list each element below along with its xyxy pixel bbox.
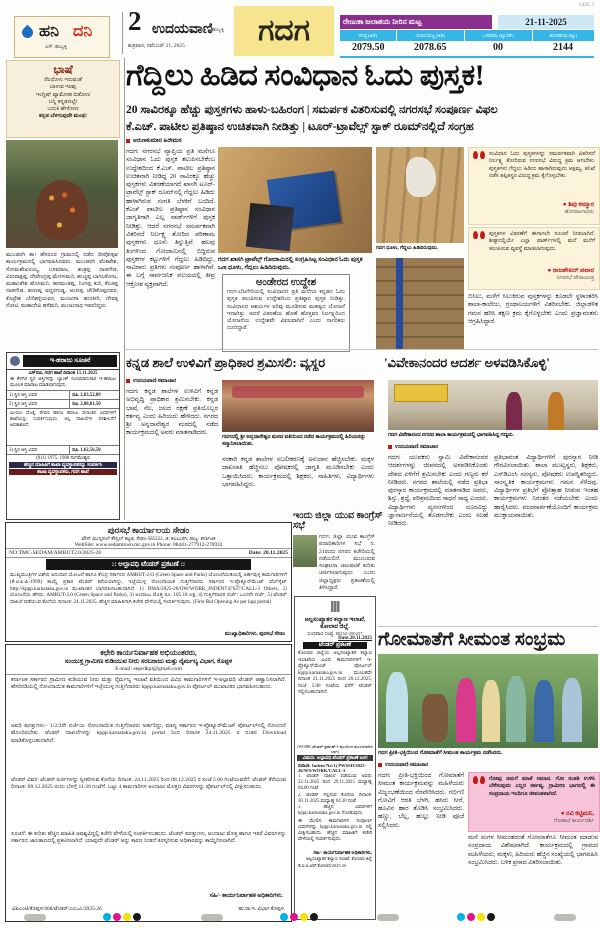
bhashe-poem-box (6, 60, 120, 138)
article5-caption: ಗದಗ ಪ್ರೀತಿ-ಭಕ್ತಿಯಿಂದ ಗೋಮಾತೆಗೆ ಸೀಮಂತ ಕಾರ್ಯಕ್ರಮ ನಡೆಸಿದರು. (378, 750, 503, 756)
ad-kolar-list-item: 2. ಟೆಂಡರ್ ಸಲ್ಲಿಸುವ ಕೊನೆಯ ದಿನಾಂಕ: 30.11.2025 ಮಧ್ಯಾಹ್ನ 04.30 ಗಂಟೆ (298, 792, 372, 804)
ad-koppal-p3: ಸೂಚನೆ: ಈ ಕುರಿತು ಹೆಚ್ಚಿನ ಮಾಹಿತಿ ಅವಶ್ಯವಿದ್ದಲ್ಲಿ ಕಚೇರಿ ವೇಳೆಯಲ್ಲಿ ಸಂಪರ್ಕಿಸಬಹುದು. ಟೆಂಡರ್ ಷರತ್ತುಗಳು, ಅಂದಾಜು ಮೊತ್ತ ಹಾಗೂ ಇತರೆ ವಿವರಗಳನ್ನು ಸರ್ಕಾರದ ಜಾಲತಾಣದಲ್ಲಿ ಪ್ರಕಟಿಸಲಾಗಿದೆ. ಯಾವುದೇ ಟೆಂಡರ್ ಅನ್ನು ಕಾರಣ ನೀಡದೆ ತಿರಸ್ಕರಿಸುವ ಅಧಿಕಾರವನ್ನು ಕಾಯ್ದಿರಿಸಲಾಗಿದೆ. (11, 831, 286, 845)
logo-subtitle: ಎಸ್. ಹುಬ್ಬಳ್ಳಿ (45, 45, 68, 50)
ad-sedam-date: Date: 20.11.2025 (248, 550, 288, 556)
cmyk-dots (280, 908, 320, 926)
registration-pill (201, 914, 223, 921)
advertiser-logo-box (14, 16, 110, 58)
quote2-name: ● ರಾಜಶೇಖರ್ ಪವಾರ (547, 267, 594, 274)
poem-line: ಬನ್ನಿ ಕನ್ನಡದಲ್ಲೇ (48, 98, 78, 105)
sidebar-box (222, 274, 350, 352)
ad-kolar-dept: ಅಲ್ಪಸಂಖ್ಯಾತರ ಕಲ್ಯಾಣ ಇಲಾಖೆ, (304, 617, 366, 623)
event-banner (394, 384, 448, 402)
article3-caption: ಗದಗ ವಿವೇಕಾನಂದ ನಗರದ ಶಾಲಾ ಕಾರ್ಯಕ್ರಮದಲ್ಲಿ ಭಾಗವಹಿಸಿದ್ದ ಗಣ್ಯರು. (388, 432, 514, 438)
ad-kolar-list-item: 1. ಟೆಂಡರ್ ದಾಖಲೆ ಪಡೆಯುವ ಅವಧಿ: 22.11.2025 ರಿಂದ 29.11.2025 ಮಧ್ಯಾಹ್ನ 04.00 ಗಂಟೆ (298, 774, 372, 792)
ad-koppal-office: ಕಛೇರಿ ಕಾರ್ಯನಿರ್ವಾಹಕ ಅಭಿಯಂತರರು, (100, 648, 197, 657)
quote1-role: ಹೋರಾಟಗಾರರು (564, 209, 594, 215)
article5-col1: ಗದಗ: ಪ್ರೀತಿ-ಭಕ್ತಿಯಿಂದ ಗೋಮಾತೆಗೆ ಸೀಮಂತ ಕಾರ್ಯಕ್ರಮವನ್ನು ಮಹಿಳೆಯರು ವಿಜೃಂಭಣೆಯಿಂದ ನೆರವೇರಿಸಿದರು. ಗರ್ಭಿಣಿ ಗೋವಿಗೆ ಆರತಿ ಬೆಳಗಿ, ಹಸಿರು ಸೀರೆ, ಹೂವಿನ ಹಾರ ತೊಡಿಸಿ ಸಂಭ್ರಮಿಸಿದರು. ಹಣ್ಣು, ಬೆಲ್ಲ, ಹುಲ್ಲು ನೀಡಿ ಪೂಜೆ ಸಲ್ಲಿಸಿದರು. (378, 772, 464, 829)
ad-koppal-tender (5, 644, 292, 922)
auction-note: (011) 1975, 1988 ಸಂಗಮೇಶ್ವರ (36, 456, 90, 462)
byline-bullet-icon (126, 379, 130, 383)
auction-terms: ಮೀಸಲು ಮೊತ್ತ, ಠೇವಣಿ ಹಾಗೂ ಹರಾಜು ದಿನಾಂಕದ ವಿವರಗಳಿಗೆ ಶಾಖೆಯನ್ನು ಸಂಪರ್ಕಿಸುವುದು. ಆಸ್ತಿ ದಾಖಲೆಗಳ ಪರಿಶೀಲನೆಗೆ ಅವಕಾಶವಿದೆ. (10, 410, 116, 428)
auction-item-amount: ರೂ. 2,88,81,50 (72, 402, 101, 408)
ad-kolar-indent: ದಿನಾಂಕ: Indent No:1) PWSSD/2025-26/WS/WORK/CALL-3 (298, 763, 367, 773)
quote2-text: ಪುಸ್ತಕಗಳ ವಿತರಣೆಗೆ ಈಗಾಗಲೇ ಸೂಚನೆ ನೀಡಲಾಗಿದೆ. ಶೀಘ್ರದಲ್ಲಿಯೇ ಎಲ್ಲಾ ವಾರ್ಡ್‌ಗಳಲ್ಲಿ ಮನೆ ಮನೆಗೆ ತಲುಪಿಸುವ ವ್ಯವಸ್ಥೆ ಮಾಡಲಾಗುವುದು. (489, 231, 595, 252)
registration-pill (554, 914, 576, 921)
water-value: 2144 (552, 42, 573, 53)
lamp-tower (36, 180, 88, 240)
water-col-label: ಒಳಹರಿವು (ಕ್ಯೂಸೆಕ್) (464, 30, 532, 41)
water-value: 2078.65 (414, 42, 447, 53)
quote3-text: ಗೋವು ನಮಗೆ ಮಾತೆ ಸಮಾನ. ಗೋ ಸಂತತಿ ಉಳಿಸಿ ಬೆಳೆಸುವುದು ಎಲ್ಲರ ಕರ್ತವ್ಯ. ಗ್ರಾಮೀಣ ಭಾಗದಲ್ಲಿ ಈ ಸಂಪ್ರದಾಯ ಇಂದಿಗೂ ಜೀವಂತವಾಗಿದೆ. (489, 776, 595, 797)
article3-headline: 'ವಿವೇಕಾನಂದರ ಆದರ್ಶ ಅಳವಡಿಸಿಕೊಳ್ಳಿ' (384, 355, 550, 370)
cmyk-dots (457, 908, 497, 926)
ad-koppal-p1: ಅವಧಿ ಷರತ್ತುಗಳು:- 1/2/3ನೇ ದರ್ಜೆಯ ನೋಂದಾಯಿತ ಗುತ್ತಿಗೆದಾರರು ಅರ್ಹರಿದ್ದು, ಮಾನ್ಯ ಸರ್ಕಾರದ ಇ-ಪ್ರೊಕ್ಯೂರ್‌ಮೆಂಟ್ ಪೋರ್ಟಲ್‌ನಲ್ಲಿ ನೋಂದಣಿ ಹೊಂದಿರಬೇಕು. ಟೆಂಡರ್ ದಾಖಲೆಗಳನ್ನು kppp.karnataka.gov.in portal ನಿಂದ ದಿನಾಂಕ 24.11.2025 ರ ನಂತರ Download ಮಾಡಿಕೊಳ್ಳಬಹುದಾಗಿದೆ. (11, 723, 286, 744)
quote1-name: ● ಶಿವು ಕಮ್ಮಾರ (562, 201, 594, 208)
quote3-name: ● ರವಿ ಕಟ್ಟಿಮನಿ, (560, 810, 594, 817)
auction-item-label: 3) ಸ್ಥಿರ ಆಸ್ತಿ ವಿವರ (7, 446, 70, 454)
photo-felicitation (222, 380, 374, 432)
auction-bank-line: ಎಸ್‌ಬಿಐ, ಗದಗ ಶಾಖೆ ದಿನಾಂಕ 13.11.2025 (28, 371, 98, 376)
dark-book (246, 203, 294, 251)
byline-bullet-icon (378, 763, 382, 767)
water-level-table (340, 15, 594, 56)
ad-sedam-bar: :: ಅಲ್ಪಾವಧಿ ಟೆಂಡರ್ ಪ್ರಕಟಣೆ :: (46, 559, 251, 570)
auction-footer-2: ಶಾಖಾ ವ್ಯವಸ್ಥಾಪಕರು, ಗದಗ ಶಾಖೆ (9, 469, 117, 475)
lead-photo1-caption: ಗದಗ ಖಾಸಗಿ ಟ್ರಾವೆಲ್ಸ್ ಗೋದಾಮಿನಲ್ಲಿ ಸಂಗ್ರಹಿಸಿಟ್ಟ ಸಂವಿಧಾನ ಓದು ಪುಸ್ತಕ ಒಣ ಧೂಳು, ಗೆದ್ದಲು ಹಿಡಿದಿರುವುದು. (218, 256, 363, 270)
water-table-title: ರೇಣುಕಾ ಜಲಾಶಯ ನೀರಿನ ಮಟ್ಟ (340, 15, 492, 29)
page-code: GDG 3 (579, 3, 594, 8)
byline-bullet-icon (126, 139, 130, 143)
water-drop-icon (20, 25, 36, 41)
water-value: 00 (493, 42, 504, 53)
lead-body-column: ಗದಗ: ನಗರಸಭೆ ವ್ಯಾಪ್ತಿಯ ಪ್ರತಿ ಮನೆಗೂ ಸಂವಿಧಾನ ಓದು ಪುಸ್ತಕ ತಲುಪಿಸಬೇಕೆಂಬ ಉದ್ದೇಶದಿಂದ ಕೆ.ಎಚ್. ಪಾಟೀಲ ಪ್ರತಿಷ್ಠಾನ ಉಚಿತವಾಗಿ ನೀಡಿದ್ದ 20 ಸಾವಿರಕ್ಕೂ ಹೆಚ್ಚು ಪುಸ್ತಕಗಳು ವಿತರಣೆಯಾಗದೆ ಖಾಸಗಿ ಟೂರ್-ಟ್ರಾವೆಲ್ಸ್ ಸ್ಟಾಕ್ ರೂಮ್‌ನಲ್ಲಿ ಗೆದ್ದಲು ಹಿಡಿದು ಹಾಳಾಗಿರುವ ಸಂಗತಿ ಬೆಳಕಿಗೆ ಬಂದಿದೆ. ಕೆಎಚ್ ಪಾಟೀಲ ಪ್ರತಿಷ್ಠಾನ ಸಂವಿಧಾನ ಜಾಗೃತಿಗಾಗಿ ಎಲ್ಲ ವಾರ್ಡ್‌ಗಳಿಗೆ ಪುಸ್ತಕ ನೀಡಿತ್ತು. ಆದರೆ ನಗರಸಭೆ ಸಮರ್ಪಕವಾಗಿ ವಿತರಿಸದೆ ನಿರ್ಲಕ್ಷ್ಯ ತೋರಿದ ಪರಿಣಾಮ ಪುಸ್ತಕಗಳು ಧೂಳು ತಿನ್ನುತ್ತಿವೆ. ಹಲವು ತಿಂಗಳಿಂದ ಗೋದಾಮಿನಲ್ಲಿ ಬಿದ್ದಿರುವ ಪುಸ್ತಕಗಳ ಕಟ್ಟುಗಳಿಗೆ ಗೆದ್ದಲು ಹಿಡಿದಿದ್ದು, ಸಾವಿರಾರು ಪ್ರತಿಗಳು ಸಂಪೂರ್ಣ ಹಾಳಾಗಿವೆ. ಈ ಬಗ್ಗೆ ಸಾರ್ವಜನಿಕ ವಲಯದಲ್ಲಿ ತೀವ್ರ ಆಕ್ರೋಶ ವ್ಯಕ್ತವಾಗಿದೆ. (126, 148, 215, 288)
torn-paper (406, 157, 436, 197)
article4-headline: ಇಂದು ಜಿಲ್ಲಾ ಯುವ ಕಾಂಗ್ರೆಸ್ ಸಭೆ (293, 511, 383, 532)
photo-damaged-books (218, 147, 372, 253)
article2-byline: ಉದಯವಾಣಿ ಸಮಾಚಾರ (126, 378, 218, 385)
quote1-text: ಸಂವಿಧಾನ ಓದು ಪುಸ್ತಕಗಳನ್ನು ಸಮರ್ಪಕವಾಗಿ ವಿತರಿಸದೆ ನಿರ್ಲಕ್ಷ್ಯ ತೋರಿರುವ ನಗರಸಭೆ ವಿರುದ್ಧ ಕ್ರಮ ಆಗಬೇಕು. ಪುಸ್ತಕಗಳು ಗೆದ್ದಲು ಹಿಡಿದು ಹಾಳಾಗಿರುವುದು ಅಕ್ಷಮ್ಯ. ತನಿಖೆ ನಡೆಸಿ ತಪ್ಪಿತಸ್ಥರ ವಿರುದ್ಧ ಕ್ರಮ ಕೈಗೊಳ್ಳಬೇಕು. (489, 151, 595, 179)
byline-bullet-icon (388, 445, 392, 449)
ad-koppal-p2: ಟೆಂಡರ್ ವಿವರ: ಟೆಂಡರ್ ಅರ್ಜಿಗಳನ್ನು ಸ್ವೀಕರಿಸುವ ಕೊನೆಯ ದಿನಾಂಕ: 24.11.2025 ರಿಂದ 08.12.2025 ರ ಸಂಜೆ 5.00 ಗಂಟೆಯವರೆಗೆ. ಟೆಂಡರ್ ತೆರೆಯುವ ದಿನಾಂಕ: 09.12.2025 ರಂದು ಬೆಳಗ್ಗೆ 11.30 ಗಂಟೆಗೆ. ಒಟ್ಟು 4 ಕಾಮಗಾರಿಗಳ ಅಂದಾಜು ಮೊತ್ತದ ವಿವರಗಳನ್ನು ಪೋರ್ಟಲ್‌ನಲ್ಲಿ ವೀಕ್ಷಿಸಬಹುದು. (11, 777, 286, 791)
ad-koppal-ref-left: ವಿಪಿಎಂಟಿ/ಕೊಪ್ಪಳ/468/ಟೆಂಡರ್/ಎಂಒಎ/2025-26 (12, 906, 102, 912)
ad-kolar-bar2: ವಿಷಯ: ಅಲ್ಪಾವಧಿ ಟೆಂಡರ್ ಪ್ರಕಟಣೆ ಅಂಗ (297, 755, 373, 761)
sari-figure (506, 392, 522, 430)
ad-kolar-ref: ಡಿ.ಐ.ಪಿ.ಆರ್/ಕೋಲಾರ/2025-26 (298, 862, 347, 868)
lead-headline: ಗೆದ್ದಿಲು ಹಿಡಿದ ಸಂವಿಧಾನ ಓದು ಪುಸ್ತಕ! (126, 59, 485, 92)
sari-figure (548, 392, 564, 430)
water-col-label: ಹೊರಹರಿವು (ಕ್ಯೂ) (532, 30, 594, 41)
auction-item-amount: ರೂ. 2,83,52,09 (72, 393, 101, 399)
sidebar-body: ಗದಗ-ಬೆಟಗೇರಿಯಲ್ಲಿ ಸಂವಿಧಾನದ ಪ್ರತಿ ಮನೆಗೂ ಕನ್ನಡದ ಓದು ಪುಸ್ತಕ ತಲುಪಿಸುವ ಉದ್ದೇಶದಿಂದ ಪ್ರತಿಷ್ಠಾನ ಪುಸ್ತಕ ನೀಡಿತ್ತು. ಸಂವಿಧಾನದ ಆಶಯಗಳ ಅರಿವು ಮೂಡಿಸುವ ಮಹತ್ವದ ಯೋಜನೆ ಇದಾಗಿತ್ತು. ಆದರೆ ವಿತರಣೆಯ ಹೊಣೆ ಹೊತ್ತವರ ನಿರ್ಲಕ್ಷ್ಯದಿಂದ ಯೋಜನೆಯ ಉದ್ದೇಶವೇ ವಿಫಲವಾಗಿದೆ ಎಂದು ನಾಗರಿಕರು ದೂರಿದ್ದಾರೆ. (227, 289, 345, 332)
water-table-labels (340, 30, 594, 41)
photo-portrait (293, 535, 317, 567)
article5-headline: ಗೋಮಾತೆಗೆ ಸೀಮಂತ ಸಂಭ್ರಮ (378, 629, 566, 650)
water-table-values (340, 41, 594, 58)
figure (456, 678, 476, 742)
photo-village-event (6, 140, 118, 248)
auction-intro: ಈ ಕೆಳಗಿನ ಸ್ಥಿರ ಆಸ್ತಿಗಳನ್ನು ಬ್ಯಾಂಕ್ ನಿಯಮಾನುಸಾರ ಇ-ಹರಾಜು ಮೂಲಕ ಮಾರಾಟ ಮಾಡಲಾಗುವುದು. (10, 377, 116, 389)
ad-sedam-body: ಮುಖ್ಯಮಂತ್ರಿಗಳ ವಿಶೇಷ ಅನುದಾನ ಯೋಜನೆ ಹಾಗೂ ಕೇಂದ್ರ ಸರ್ಕಾರದ AMRUT-2.O (Green Space and Parks) ಯೋಜನೆಯಡಿಯಲ್ಲಿ ಅರ್ಹವುಳ್ಳ ಕಾಮಗಾರಿಗಳಿಗೆ (ಕೆ.ಟಿ.ಪಿ.ಪಿ-1999) ಕಾಯ್ದೆ ಪ್ರಕಾರ ಟೆಂಡರ್ ಕರೆಯಲಾಗಿದ್ದು, ಇಚ್ಛೆಯುಳ್ಳ ನೋಂದಾಯಿತ ಗುತ್ತಿಗೆದಾರರು ಸರ್ಕಾರದ ಇ-ಪ್ರೊಕ್ಯೂರ್‌ಮೆಂಟ್ ವೆಬ್‌ಸೈಟ್ http://kppp.karnataka.gov.in ಮುಖಾಂತರ ಭಾಗವಹಿಸಬಹುದಾಗಿದೆ. 1) DMA/2025-26/OW/WORK_INDENT47627/CALL-3 Others, 2) ಯೋಜನೆಯ ಹೆಸರು: AMRUT-2.0 (Green Space and Parks), 3) ಅಂದಾಜು ಮೊತ್ತ ರೂ. 105.18 ಲಕ್ಷ, 4) ಗುತ್ತಿಗೆದಾರರ ದರ್ಜೆ: ಒಂದನೇ ದರ್ಜೆ, 5) ಟೆಂಡರ್ ದಾಖಲೆ ಪಡೆಯುವ ಕೊನೆಯ ದಿನಾಂಕ: 24.11.2025. ಹೆಚ್ಚಿನ ಮಾಹಿತಿಗಾಗಿ ಕಚೇರಿ ವೇಳೆಯಲ್ಲಿ ಸಂಪರ್ಕಿಸುವುದು. (First Bid Opening As per kpp portal) (10, 572, 287, 605)
quote3-role: ಗೋಶಾಲೆ ಕಾರ್ಯದರ್ಶಿ (553, 818, 594, 824)
ad-kolar-sign2: ಅಲ್ಪಸಂಖ್ಯಾತರ ಕಲ್ಯಾಣ ಇಲಾಖೆ, ಕೋಲಾರ ಜಿಲ್ಲೆ (306, 855, 372, 861)
figure (482, 680, 500, 742)
logo-text-black: ಹನಿ (39, 23, 59, 40)
article2-headline: ಕನ್ನಡ ಶಾಲೆ ಉಳಿವಿಗೆ ಪ್ರಾಧಿಕಾರ ಶ್ರಮಿಸಲಿ: ವ್ಯಸ್ಥರ (126, 355, 326, 370)
poem-line: ಕನ್ನಡ ಬೆಳಗುವುದೇ ಮಂಥ! (39, 113, 87, 120)
quote-box-2 (468, 227, 600, 290)
quote-box-1 (468, 147, 600, 225)
poem-line: ಬದುಕಿ ಹೇಳೋಣ (47, 106, 79, 113)
article2-caption: ಗದಗದಲ್ಲಿ ಶ್ರೀ ಅನ್ನದಾನೇಶ್ವರ ಮಠದ ವತಿಯಿಂದ ನಡೆದ ಕಾರ್ಯಕ್ರಮದಲ್ಲಿ ಹಿರಿಯರನ್ನು ಸನ್ಮಾನಿಸಲಾಯಿತು. (222, 434, 366, 447)
article5-byline: ಉದಯವಾಣಿ ಸಮಾಚಾರ (378, 762, 470, 769)
rail-divider (124, 58, 125, 520)
lead-byline: ಅರುಣಕುಮಾರ ಹಿರೇಮಠ (126, 138, 246, 145)
ad-koppal-sign: ಸಹಿ/- ಕಾರ್ಯನಿರ್ವಾಹಕ ಅಧಿಕಾರಿಗಳು. (209, 893, 283, 899)
article2-col2: ಸರಕಾರಿ ಕನ್ನಡ ಶಾಲೆಗಳ ಸಬಲೀಕರಣಕ್ಕೆ ಅನುದಾನ ಹೆಚ್ಚಿಸಬೇಕು. ಮಕ್ಕಳ ದಾಖಲಾತಿ ಹೆಚ್ಚಿಸಲು ಪೋಷಕರಲ್ಲಿ ಜಾಗೃತಿ ಮೂಡಿಸಬೇಕು ಎಂದು ಒತ್ತಾಯಿಸಿದರು. ಕಾರ್ಯಕ್ರಮದಲ್ಲಿ ಶಿಕ್ಷಕರು, ಸಾಹಿತಿಗಳು, ವಿದ್ಯಾರ್ಥಿಗಳು ಭಾಗವಹಿಸಿದ್ದರು. (222, 456, 374, 488)
edition-box (234, 6, 334, 56)
logo-text-red: ದನಿ (73, 23, 93, 40)
article3-byline: ಉದಯವಾಣಿ ಸಮಾಚಾರ (388, 444, 480, 451)
ad-kolar-sign: ಸಹಿ/- ಕಾರ್ಯನಿರ್ವಾಹಕ ಅಧಿಕಾರಿಗಳು, (313, 850, 372, 856)
auction-item-label: 2) ಸ್ಥಿರ ಆಸ್ತಿ ವಿವರ (7, 400, 70, 408)
poem-line: ನೆಲದೊಳು ಇರುವಂತೆ (43, 77, 83, 83)
ad-sedam-address: ಟೌನ್ ಮುನ್ಸಿಪಲ್ ಕೌನ್ಸಿಲ್ ಕಟ್ಟಡ, ಸೇಡಂ-585222, ಜಿ: ಕಲಬುರಗಿ, ರಾಜ್ಯ: ಕರ್ನಾಟಕ (81, 537, 216, 542)
registration-pill (377, 914, 399, 921)
masthead: ಉದಯವಾಣಿ (152, 22, 213, 37)
ad-kolar-phone: ದೂರವಾಣಿ ಸಂಖ್ಯೆ: 08152-295257 (307, 631, 363, 636)
article3-col1: ಗದಗ: ಯುವಕರು ಸ್ವಾಮಿ ವಿವೇಕಾನಂದರ ಆದರ್ಶಗಳನ್ನು ಜೀವನದಲ್ಲಿ ಅಳವಡಿಸಿಕೊಂಡು ದೇಶದ ಏಳಿಗೆಗೆ ಶ್ರಮಿಸಬೇಕು ಎಂದು ಗಣ್ಯರು ಕರೆ ನೀಡಿದರು. ನಗರದ ಶಾಲೆಯಲ್ಲಿ ನಡೆದ ಪ್ರತಿಭಾ ಪುರಸ್ಕಾರ ಕಾರ್ಯಕ್ರಮದಲ್ಲಿ ಮಾತನಾಡಿದ ಅವರು, ಶಿಸ್ತು, ಶ್ರದ್ಧೆ, ಪರಿಶ್ರಮದಿಂದ ಸಾಧನೆ ಸಾಧ್ಯ ಎಂದರು. ವಿದ್ಯಾರ್ಥಿಗಳು ವ್ಯಸನಗಳಿಂದ ದೂರವಿದ್ದು ಜ್ಞಾನಾರ್ಜನೆಯಲ್ಲಿ ತೊಡಗಬೇಕು ಎಂದು ಸಲಹೆ ನೀಡಿದರು. (388, 454, 488, 528)
article2-col1: ಗದಗ: ಕನ್ನಡ ಶಾಲೆಗಳ ಉಳಿವಿಗೆ ಕನ್ನಡ ಅಭಿವೃದ್ಧಿ ಪ್ರಾಧಿಕಾರ ಶ್ರಮಿಸಬೇಕು. ಕನ್ನಡ ಭಾಷೆ, ನೆಲ, ಜಲದ ರಕ್ಷಣೆ ಪ್ರತಿಯೊಬ್ಬರ ಕರ್ತವ್ಯ ಎಂದು ಹಿರಿಯರು ಹೇಳಿದರು. ನಗರದ ಶ್ರೀ ಅನ್ನದಾನೇಶ್ವರ ಮಠದಲ್ಲಿ ನಡೆದ ಕಾರ್ಯಕ್ರಮದಲ್ಲಿ ಅವರು ಮಾತನಾಡಿದರು. (126, 388, 218, 437)
ad-koppal-email: E-mail: eeprdkpl@gmail.com (6, 666, 291, 675)
auction-footer-1: ಹೆಚ್ಚಿನ ಮಾಹಿತಿಗೆ ಶಾಖಾ ವ್ಯವಸ್ಥಾಪಕರನ್ನು ಸಂಪರ್ಕಿಸಿ (9, 462, 117, 468)
water-col-label: ಗರಿಷ್ಠ (ಅಡಿ) (358, 33, 377, 38)
photo-stacked-boxes (376, 258, 464, 350)
figure (506, 676, 526, 742)
registration-pill (24, 914, 46, 921)
header-divider (122, 12, 123, 54)
article4-body-wrap (293, 534, 375, 592)
poem-line: ಬಾಳುವ ಇರವು (49, 84, 77, 91)
print-registration-marks (0, 910, 600, 924)
ad-sedam-tender (5, 522, 292, 642)
ad-sedam-title: ಪುರಸಭೆ ಕಾರ್ಯಾಲಯ ಸೇಡಂ (107, 525, 190, 535)
water-col-label: ಇಂದಿನ ಮಟ್ಟ (ಅಡಿ) (396, 30, 464, 41)
cow (422, 694, 448, 742)
water-value: 2079.50 (351, 42, 385, 53)
date-line: ಶುಕ್ರವಾರ, ನವೆಂಬರ್ 21, 2025 (128, 43, 185, 49)
govt-emblem-icon (331, 601, 340, 612)
ad-koppal-p0: ಕರ್ನಾಟಕ ಸರ್ಕಾರದ ಗ್ರಾಮೀಣ ಕುಡಿಯುವ ನೀರು ಮತ್ತು ನೈರ್ಮಲ್ಯ ಇಲಾಖೆ ವತಿಯಿಂದ ವಿವಿಧ ಕಾಮಗಾರಿಗಳಿಗೆ ಇ-ಅಲ್ಪಾವಧಿ ಟೆಂಡರ್ ಆಹ್ವಾನಿಸಲಾಗಿದೆ. ಹೆಸರಿನಡಿಯಲ್ಲಿ ನೋಂದಾಯಿತ ಕಾಮಗಾರಿಗಳಿಗೆ ಇಚ್ಛೆಯುಳ್ಳ ಗುತ್ತಿಗೆದಾರರು kppp.karnataka.gov.in ಪೋರ್ಟಲ್ ಮುಖಾಂತರ ಭಾಗವಹಿಸಬಹುದು. (11, 677, 286, 691)
ad-kolar-date: Date:20.11.2025 (338, 636, 372, 641)
ad-sedam-ref: NO:TMC-SEDAM/AMRUT2.0/2025-26 (9, 550, 102, 556)
quote-icon (473, 151, 486, 160)
photo-book-bundles (376, 147, 464, 243)
ad-kolar-tender (294, 596, 376, 920)
auction-title: ಇ-ಹರಾಜು ಸೂಚನೆ (23, 355, 117, 367)
blue-pole (396, 258, 403, 350)
section-rule (126, 349, 598, 350)
section-rule (378, 626, 598, 627)
article5-col2: ಮನೆ ಮಗಳ ಸೀಮಂತದಂತೆ ಗೋಮಾತೆಗೂ ಸೀಮಂತ ಮಾಡುವ ಸಂಪ್ರದಾಯ ವಿಶೇಷವಾಗಿದೆ. ಕಾರ್ಯಕ್ರಮದಲ್ಲಿ ಗ್ರಾಮದ ಮಹಿಳೆಯರು, ಮಕ್ಕಳು, ಹಿರಿಯರು ಹೆಚ್ಚಿನ ಸಂಖ್ಯೆಯಲ್ಲಿ ಭಾಗವಹಿಸಿ ಸಂಭ್ರಮಿಸಿದರು. ಬಳಿಕ ಪ್ರಸಾದ ವಿತರಿಸಲಾಯಿತು. (468, 834, 598, 866)
lead-subhead-1: 20 ಸಾವಿರಕ್ಕೂ ಹೆಚ್ಚು ಪುಸ್ತಕಗಳು ಹಾಳು-ಬಹಿರಂಗ | ಸಮರ್ಪಕ ವಿತರಿಸುವಲ್ಲಿ ನಗರಸಭೆ ಸಂಪೂರ್ಣ ವಿಫಲ (126, 104, 498, 116)
sidebar-title: ಅಂಡೇರದ ಉದ್ದೇಶ (255, 277, 317, 288)
auction-item-label: 1) ಸ್ಥಿರ ಆಸ್ತಿ ವಿವರ (7, 391, 70, 399)
quote-icon (473, 776, 486, 785)
ad-sedam-website: WebSite: www.sedamtown.mc.gov.in Phone: 08441-277912-276932 (74, 542, 223, 548)
auction-item-amount: ರೂ. 1,62,56,50 (72, 448, 101, 454)
poem-title: ಭಾಷೆ (53, 64, 73, 76)
ad-kolar-district: ಕೋಲಾರ ಜಿಲ್ಲೆ. (320, 624, 350, 630)
page-number: 2 (128, 6, 142, 36)
lead-subhead-2: ಕೆ.ಎಚ್. ಪಾಟೀಲ ಪ್ರತಿಷ್ಠಾನ ಉಚಿತವಾಗಿ ನೀಡಿತ್ತು | ಟೂರ್-ಟ್ರಾವೆಲ್ಸ್ ಸ್ಟಾಕ್ ರೂಮ್‌ನಲ್ಲಿದೆ ಸಂಗ್ರಹ (126, 121, 474, 133)
quote2-role: ನಗರಸಭೆ ಪೌರಾಯುಕ್ತ (556, 275, 594, 281)
article3-col2: ಪ್ರತಿಭಾವಂತ ವಿದ್ಯಾರ್ಥಿಗಳಿಗೆ ಪುರಸ್ಕಾರ ನೀಡಿ ಗೌರವಿಸಲಾಯಿತು. ಶಾಲಾ ಮುಖ್ಯಸ್ಥರು, ಶಿಕ್ಷಕರು, ಎಸ್‌ಡಿಎಂಸಿ ಸದಸ್ಯರು, ಪೋಷಕರು ಉಪಸ್ಥಿತರಿದ್ದರು. ಸಾಂಸ್ಕೃತಿಕ ಕಾರ್ಯಕ್ರಮಗಳು ಗಮನ ಸೆಳೆದವು. ವಿದ್ಯಾರ್ಥಿಗಳ ಪ್ರತಿಭೆಗೆ ಪ್ರೋತ್ಸಾಹ ನೀಡುವ ಇಂತಹ ಕಾರ್ಯಕ್ರಮಗಳು ನಿರಂತರ ನಡೆಯಬೇಕು ಎಂದು ಹಾರೈಸಿದರು. ವಂದನಾರ್ಪಣೆಯೊಂದಿಗೆ ಕಾರ್ಯಕ್ರಮ ಮುಕ್ತಾಯವಾಯಿತು. (494, 454, 598, 520)
ad-sedam-sign: ಮುಖ್ಯಾಧಿಕಾರಿಗಳು, ಪುರಸಭೆ ಸೇಡಂ (224, 631, 285, 637)
ad-kolar-continuation: (WORK ಟೆಂಡರ್ ಪ್ರಕಟಣೆ-3-ಪುಟದಿಂದ ಮುಂದುವರಿದ ಭಾಗ) (297, 744, 373, 754)
edition-name: ಗದಗ (258, 14, 310, 47)
ad-koppal-ref-right: ಹು.ರಾ.ಇ. ವಿಭಾಗ ಕೊಪ್ಪಳ. (238, 906, 285, 912)
article4-body: ಗದಗ: ಜಿಲ್ಲಾ ಯುವ ಕಾಂಗ್ರೆಸ್ ಪದಾಧಿಕಾರಿಗಳ ಸಭೆ ನ. 21ರಂದು ನಗರದ ಕಚೇರಿಯಲ್ಲಿ ನಡೆಯಲಿದೆ. ಮುಂಬರುವ ಸಂಘಟನಾ ಚಟುವಟಿಕೆ ಕುರಿತು ಚರ್ಚಿಸಲಾಗುವುದು ಎಂದು ಜಿಲ್ಲಾಧ್ಯಕ್ಷರು ಪ್ರಕಟಣೆಯಲ್ಲಿ ತಿಳಿಸಿದ್ದಾರೆ. (319, 534, 375, 591)
bank-auction-ad (6, 352, 120, 520)
poem-line: ಇಂಗ್ಲಿಷ್ ವ್ಯಾಮೋಹ ಬಿಡೋಣ (35, 91, 91, 98)
ad-kolar-list-item: 3. ಹೆಚ್ಚಿನ ವಿವರಗಳಿಗೆ kppp.karnataka.gov.in ನೋಡುವುದು. (298, 805, 372, 817)
figure (534, 680, 554, 742)
photo-vivekananda-event (388, 380, 598, 430)
pink-quote-box (468, 772, 600, 832)
bank-logo-icon (10, 356, 20, 366)
ad-koppal-division: ಸಂಯುಕ್ತ ಗ್ರಾಮೀಣ ಕುಡಿಯುವ ನೀರು ಸರಬರಾಜು ಮತ್ತು ನೈರ್ಮಲ್ಯ ವಿಭಾಗ, ಕೊಪ್ಪಳ (64, 658, 233, 665)
ad-kolar-bar1: ಟೆಂಡರ್ ಪ್ರಕಟಣೆ (303, 642, 367, 649)
cmyk-dots (103, 908, 143, 926)
ad-kolar-p2: ಈ ಮೇಲಿನ ಕಾಮಗಾರಿಗಳ ಸಂಪೂರ್ಣ ವಿವರಗಳನ್ನು kppp.karnataka.gov.in ನಲ್ಲಿ ವೀಕ್ಷಿಸಬಹುದು. ಹೆಚ್ಚಿನ ಮಾಹಿತಿಗೆ ಕಚೇರಿ ವೇಳೆಯಲ್ಲಿ ಸಂಪರ್ಕಿಸುವುದು. (298, 818, 372, 843)
quote-icon (473, 231, 486, 240)
figure (562, 678, 582, 742)
lead-photo2-caption: ಗದಗ ಧೂಳು, ಗೆದ್ದಲು ಹಿಡಿದಿರುವುದು. (376, 245, 439, 251)
masthead-sub: ಹುಬ್ಬಳ್ಳಿ (212, 28, 225, 33)
photo-gomate-ceremony (378, 654, 598, 748)
rail-photo-caption: ಮುಂಡರಗಿ ತಾ। ಹೆಸರೂರ ಗ್ರಾಮದಲ್ಲಿ ನಡೆದ ದೀಪೋತ್ಸವ ಕಾರ್ಯಕ್ರಮದಲ್ಲಿ ಭಾಗವಹಿಸಿದವರು. ಮುಂಡರಗಿ ವೆಂಕಟೇಶ, ಸೋಮಶೇಖರಯ್ಯ, ಬಸವರಾಜ, ಶಂಕ್ರಪ್ಪ ನಾಡಗೌಡ, ವಿರುಪಾಕ್ಷಪ್ಪ, ದೇವೇಂದ್ರಪ್ಪ ಮೇಗಳಮನಿ, ಹುಚ್ಚಪ್ಪ ಬಾಗಲಕೋಟ, ಮಹಾಂತೇಶ ಹೊಸಮನಿ, ಹನಮಂತಪ್ಪ, ನಿಂಗಪ್ಪ ಕುರಿ, ಕೆಂಚಪ್ಪ ನಾಡಗೌಡ, ಶರಣಪ್ಪ ವದ್ದರಗುಡ್ಡ, ಅಂದಪ್ಪ ಚೌಡಿಕೊಪ್ಪದವರ, ಕೊಟ್ರೇಶ ಬೆಣಿಹಳ್ಳಿಯವರ, ಮಂಜುಳಾ ಹುನಕೀರಿ, ದೇವಕ್ಕ ನೋಟಿ, ಮಹಾದೇವಿ ಹಳೆಮನಿ, ಮಂಜುನಾಥ ಇತರರಿದ್ದರು. (6, 252, 118, 309)
lead-tail-paragraph: ಬಿಸಿಲು, ಮಳೆಗೆ ಸಿಲುಕಿರುವ ಪುಸ್ತಕಗಳನ್ನು ಕೂಡಲೇ ಸ್ಥಳಾಂತರಿಸಿ ಶಾಲಾ-ಕಾಲೇಜು, ಗ್ರಂಥಾಲಯಗಳಿಗೆ ವಿತರಿಸಬೇಕು. ಜಿಲ್ಲಾಡಳಿತ ಗಮನ ಹರಿಸಿ ತಕ್ಷಣ ಕ್ರಮ ಕೈಗೊಳ್ಳಬೇಕು ಎಂದು ಪ್ರಜ್ಞಾವಂತರು ಆಗ್ರಹಿಸಿದ್ದಾರೆ. (468, 293, 598, 325)
water-table-date: 21-11-2025 (498, 15, 594, 29)
stage-drape (232, 386, 364, 398)
ad-kolar-p1: ಕೋಲಾರ ಜಿಲ್ಲೆಯ ಅಲ್ಪಸಂಖ್ಯಾತರ ಕಲ್ಯಾಣ ಇಲಾಖೆಯ ವಿವಿಧ ಕಾಮಗಾರಿಗಳಿಗೆ ಇ-ಪ್ರೊಕ್ಯೂರ್‌ಮೆಂಟ್ ಪೋರ್ಟಲ್ kppp.karnataka.gov.in ಮೂಲಕವೇ ದಿನಾಂಕ 21.11.2025 ರಿಂದ 20.12.2025, ಸಂಜೆ 5.00 ಗಂಟೆಯ ವರೆಗೆ ಟೆಂಡರ್ ಸಲ್ಲಿಸಬಹುದಾಗಿದೆ. (298, 651, 372, 695)
figure (386, 672, 408, 742)
